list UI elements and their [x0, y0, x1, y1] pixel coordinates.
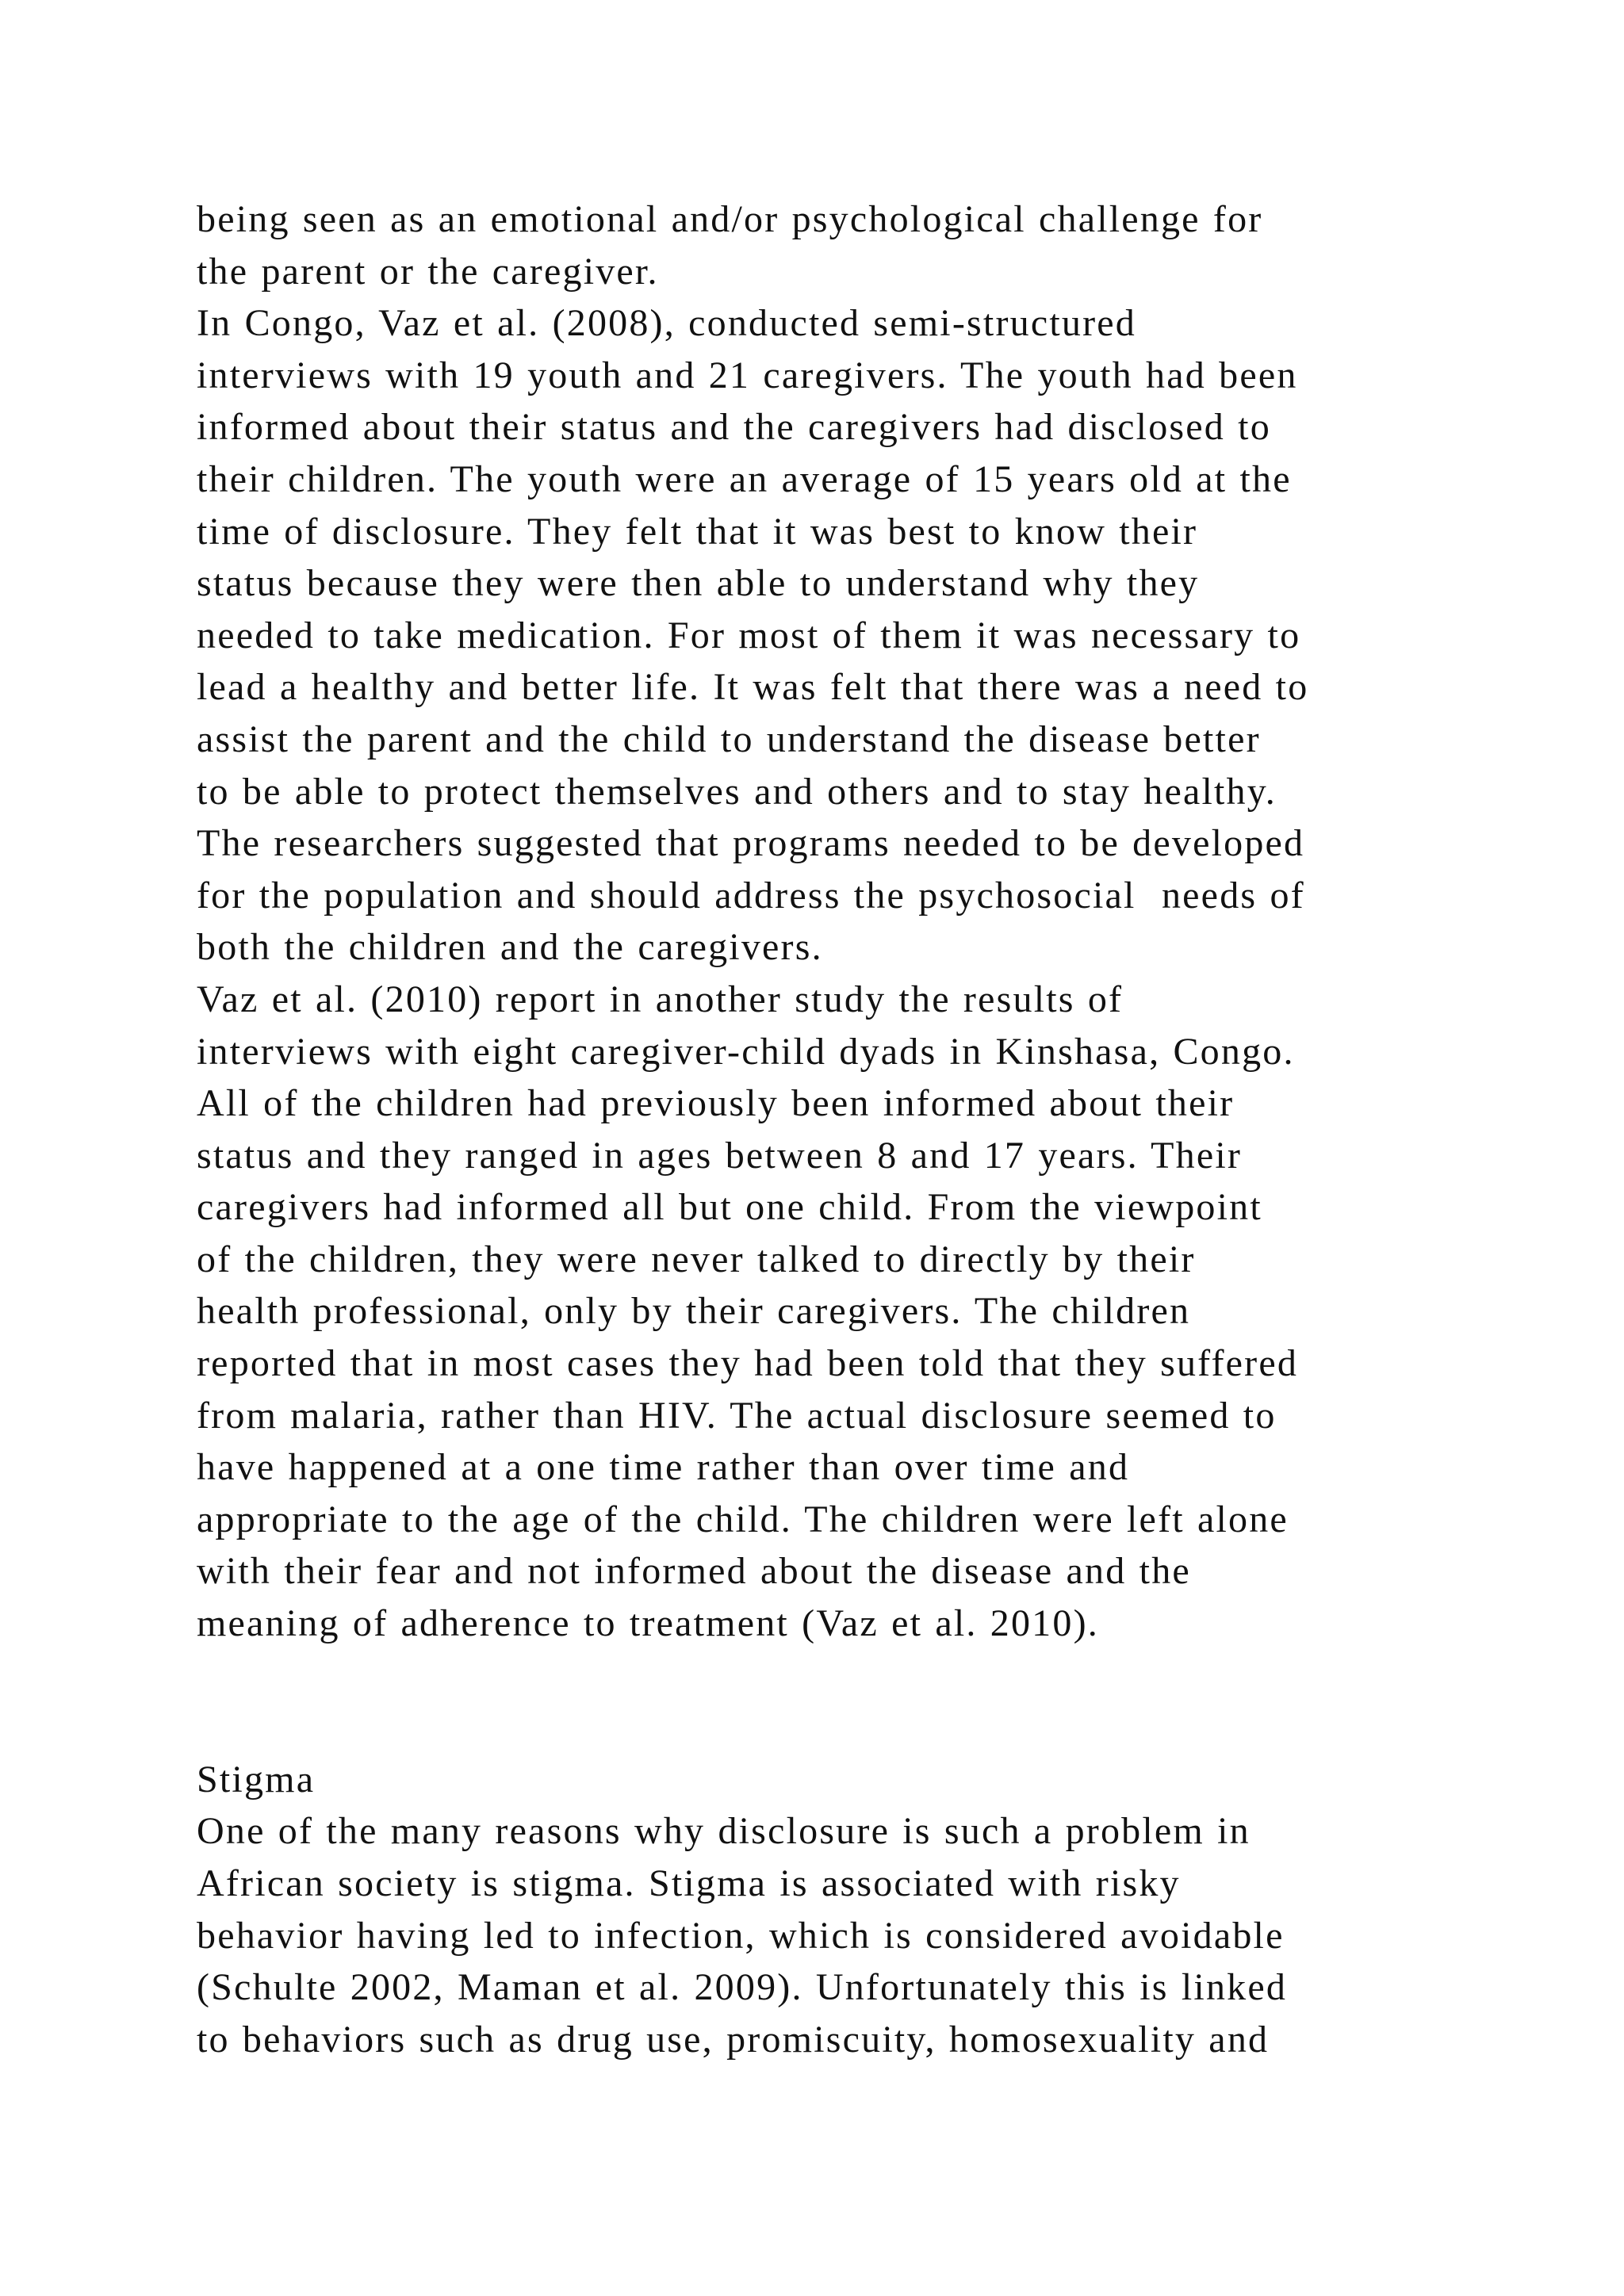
- text-line: informed about their status and the caregivers had disclosed to: [197, 406, 1271, 449]
- text-line: interviews with 19 youth and 21 caregivers. The youth had been: [197, 354, 1298, 396]
- text-line: to be able to protect themselves and others and to stay healthy.: [197, 770, 1277, 813]
- text-line: the parent or the caregiver.: [197, 250, 659, 293]
- blank-line: [197, 1701, 1497, 1754]
- text-line: meaning of adherence to treatment (Vaz et al. 2010).: [197, 1602, 1099, 1645]
- text-line: reported that in most cases they had been told that they suffered: [197, 1342, 1299, 1385]
- text-line: status and they ranged in ages between 8 and 17 years. Their: [197, 1134, 1243, 1177]
- text-line: lead a healthy and better life. It was felt that there was a need to: [197, 666, 1309, 709]
- text-line: African society is stigma. Stigma is associated with risky: [197, 1862, 1181, 1904]
- document-body: [197, 193, 1497, 2065]
- paragraph-vaz-2008: [197, 297, 1497, 974]
- blank-line: [197, 1650, 1497, 1702]
- text-line: health professional, only by their caregivers. The children: [197, 1290, 1191, 1333]
- text-line: time of disclosure. They felt that it was best to know their: [197, 510, 1198, 553]
- text-line: appropriate to the age of the child. The children were left alone: [197, 1498, 1289, 1540]
- text-line: behavior having led to infection, which is considered avoidable: [197, 1914, 1285, 1957]
- text-line: In Congo, Vaz et al. (2008), conducted semi-structured: [197, 302, 1136, 345]
- text-line: to behaviors such as drug use, promiscuity, homosexuality and: [197, 2018, 1270, 2061]
- text-line: (Schulte 2002, Maman et al. 2009). Unfortunately this is linked: [197, 1966, 1288, 2009]
- section-heading: Stigma: [197, 1758, 316, 1800]
- text-line: have happened at a one time rather than over time and: [197, 1446, 1130, 1489]
- text-line: interviews with eight caregiver-child dyads in Kinshasa, Congo.: [197, 1030, 1295, 1073]
- text-line: Vaz et al. (2010) report in another study the results of: [197, 978, 1124, 1020]
- text-line: being seen as an emotional and/or psychological challenge for: [197, 198, 1263, 240]
- text-line: status because they were then able to understand why they: [197, 562, 1200, 605]
- text-line: their children. The youth were an average of 15 years old at the: [197, 457, 1292, 500]
- text-line: assist the parent and the child to understand the disease better: [197, 718, 1261, 760]
- text-line: with their fear and not informed about the disease and the: [197, 1550, 1191, 1593]
- text-line: from malaria, rather than HIV. The actual disclosure seemed to: [197, 1394, 1277, 1437]
- text-line: All of the children had previously been informed about their: [197, 1082, 1235, 1125]
- paragraph-vaz-2010: [197, 974, 1497, 1650]
- text-line: needed to take medication. For most of them it was necessary to: [197, 614, 1301, 656]
- paragraph-continuation: [197, 193, 1497, 297]
- text-line: The researchers suggested that programs needed to be developed: [197, 822, 1305, 865]
- text-line: of the children, they were never talked to directly by their: [197, 1238, 1196, 1280]
- paragraph-stigma: [197, 1805, 1497, 2065]
- text-line: One of the many reasons why disclosure is such a problem in: [197, 1810, 1251, 1853]
- text-line: caregivers had informed all but one child. From the viewpoint: [197, 1186, 1262, 1229]
- text-line: both the children and the caregivers.: [197, 926, 823, 969]
- text-line: for the population and should address the psychosocial needs of: [197, 874, 1305, 916]
